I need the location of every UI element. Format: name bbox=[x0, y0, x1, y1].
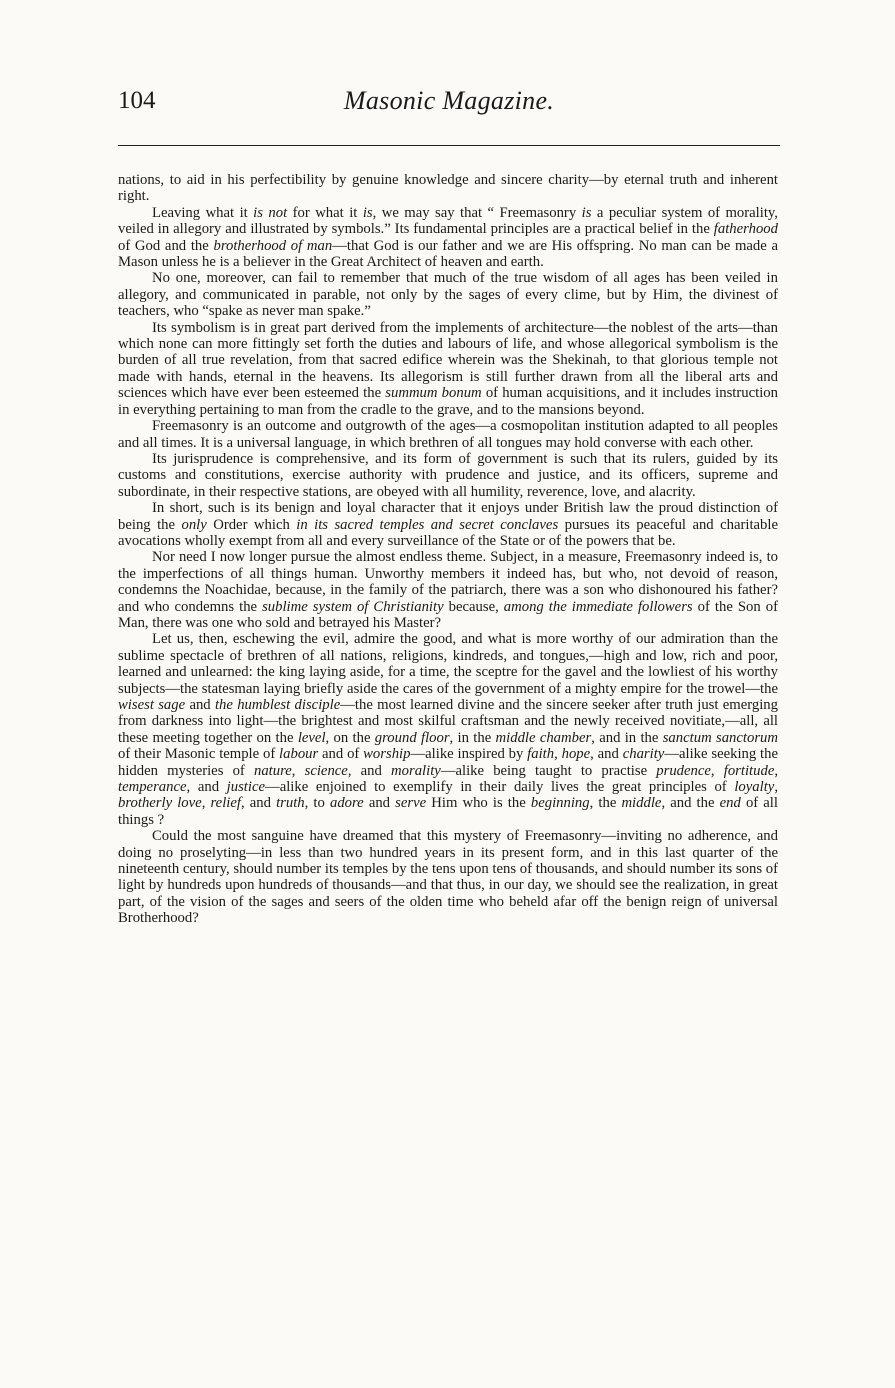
text-run: , in the bbox=[449, 729, 496, 746]
page-number: 104 bbox=[118, 87, 156, 114]
text-run: , and the bbox=[661, 795, 720, 812]
italic-text: summum bonum bbox=[385, 385, 482, 402]
italic-text: in its sacred temples and secret conclaves bbox=[296, 516, 559, 533]
text-run: , to bbox=[304, 795, 330, 812]
running-header bbox=[118, 86, 780, 122]
italic-text: beginning bbox=[530, 795, 590, 812]
italic-text: wisest sage bbox=[118, 697, 186, 713]
text-run: In short, such is its benign and loyal character that it enjoys under British law the proud distinction of being the bbox=[118, 500, 778, 533]
italic-text: justice bbox=[226, 779, 266, 796]
text-run: Its jurisprudence is comprehensive, and its form of government is such that its rulers, guided by its customs and constitutions, exercise authority with prudence and justice, and its officers, supreme and subordinate, in their respective stations, are obeyed with all humility, reverence, love, and alacrity. bbox=[118, 450, 778, 500]
italic-text: level bbox=[297, 729, 326, 746]
text-run: pursues its peaceful and charitable avocations wholly exempt from all and every surveillance of the State or of the powers that be. bbox=[118, 516, 778, 549]
article-body bbox=[118, 172, 778, 927]
text-run: , and in the bbox=[591, 729, 663, 746]
italic-text: fortitude bbox=[723, 762, 775, 779]
italic-text: sanctum sanctorum bbox=[662, 729, 778, 746]
italic-text: brotherly love bbox=[118, 795, 202, 812]
text-run: of their Masonic temple of bbox=[118, 746, 280, 763]
italic-text: ground floor bbox=[374, 729, 450, 746]
italic-text: hope bbox=[561, 746, 591, 763]
text-run: Order which bbox=[206, 516, 297, 533]
italic-text: end bbox=[719, 795, 741, 812]
text-run: , and bbox=[186, 779, 227, 796]
text-run: Freemasonry is an outcome and outgrowth of the ages—a cosmopolitan institution adapted to all peoples and all times. It is a universal language, in which brethren of all tongues may hold converse with each other. bbox=[118, 418, 778, 451]
running-title: Masonic Magazine. bbox=[343, 86, 555, 115]
text-run: —that God is our father and we are His offspring. No man can be made a Mason unless he is a believer in the Great Architect of heaven and earth. bbox=[118, 237, 778, 271]
text-run: , bbox=[201, 795, 211, 812]
header-rule bbox=[118, 145, 780, 146]
text-run: nations, to aid in his perfectibility by genuine knowledge and sincere charity—by eternal truth and inherent right. bbox=[118, 172, 778, 205]
text-run: of God and the bbox=[118, 237, 214, 254]
italic-text: is bbox=[362, 204, 373, 221]
text-run: of all things ? bbox=[118, 795, 778, 828]
text-run: , bbox=[774, 762, 779, 779]
italic-text: morality bbox=[391, 762, 441, 779]
italic-text: loyalty bbox=[734, 779, 775, 796]
text-run: and bbox=[363, 795, 396, 812]
italic-text: is not bbox=[253, 204, 288, 221]
text-run: , on the bbox=[325, 729, 375, 746]
text-run: , and bbox=[240, 795, 277, 812]
paragraph bbox=[118, 320, 778, 418]
italic-text: sublime system of Christianity bbox=[262, 598, 444, 615]
italic-text: middle chamber bbox=[495, 729, 592, 746]
text-run: Could the most sanguine have dreamed that this mystery of Freemasonry—inviting no adherence, and doing no proselyting—in less than two hundred years in its present form, and in this last quarter of the nineteenth century, should number its temples by the tens upon tens of thousands, and should number its sons of light by hundreds upon hundreds of thousands—and that thus, in our day, we should see the realization, in great part, of the vision of the sages and seers of the olden time who beheld afar off the benign reign of universal Brotherhood? bbox=[118, 828, 778, 927]
paragraph bbox=[118, 500, 778, 549]
text-run: —alike being taught to practise bbox=[440, 762, 657, 779]
text-run: , we may say that “ Freemasonry bbox=[372, 204, 582, 221]
text-run: for what it bbox=[287, 204, 363, 221]
italic-text: is bbox=[581, 204, 592, 221]
text-run: , the bbox=[589, 795, 622, 812]
italic-text: charity bbox=[622, 746, 665, 763]
italic-text: middle bbox=[621, 795, 662, 812]
text-run: —alike seeking the hidden mysteries of bbox=[118, 746, 778, 779]
paragraph bbox=[118, 549, 778, 631]
paragraph bbox=[118, 451, 778, 500]
text-run: because, bbox=[443, 598, 504, 615]
italic-text: fatherhood bbox=[713, 221, 778, 238]
italic-text: relief bbox=[210, 795, 241, 812]
italic-text: adore bbox=[329, 795, 364, 812]
italic-text: temperance bbox=[118, 779, 187, 796]
text-run: Leaving what it bbox=[152, 204, 254, 221]
text-run: —alike enjoined to exemplify in their daily lives the great principles of bbox=[265, 779, 735, 796]
text-run: No one, moreover, can fail to remember that much of the true wisdom of all ages has been veiled in allegory, and communicated in parable, not only by the sages of every clime, but by Him, the divinest of teachers, who “spake as never man spake.” bbox=[118, 270, 778, 320]
italic-text: labour bbox=[279, 746, 319, 763]
text-run: , bbox=[554, 746, 562, 763]
text-run: , and bbox=[347, 762, 392, 779]
text-run: Its symbolism is in great part derived from the implements of architecture—the noblest of the arts—than which none can more fittingly set forth the duties and labours of life, and whose allegorical symbolism is the burden of all true revelation, from that sacred edifice wherein was the Shekinah, to that glorious temple not made with hands, eternal in the heavens. Its allegorism is still further drawn from all the liberal arts and sciences which have ever been esteemed the bbox=[118, 319, 778, 402]
text-run: , bbox=[710, 762, 724, 779]
italic-text: serve bbox=[395, 795, 427, 812]
italic-text: truth bbox=[276, 795, 305, 812]
italic-text: among the immediate followers bbox=[503, 598, 693, 615]
italic-text: brotherhood of man bbox=[213, 237, 333, 254]
text-run: Nor need I now longer pursue the almost endless theme. Subject, in a measure, Freemasonry indeed is, to the imperfections of all things human. Unworthy members it indeed has, but who, not devoid of reason, condemns the Noachidae, because, in the family of the patriarch, there was a son who dishonoured his father? and who condemns the bbox=[118, 549, 778, 615]
text-run: and bbox=[185, 697, 215, 713]
italic-text: nature bbox=[253, 762, 292, 779]
text-run: —alike inspired by bbox=[410, 746, 528, 763]
italic-text: only bbox=[181, 516, 207, 533]
text-run: of human acquisitions, and it includes instruction in everything pertaining to man from the cradle to the grave, and to the mansions beyond. bbox=[118, 385, 778, 418]
italic-text: prudence bbox=[656, 762, 711, 779]
text-run: —the most learned divine and the sincere seeker after truth just emerging from darkness into light—the brightest and most skilful craftsman and the newly received novitiate,—all, all these meeting together on the bbox=[118, 697, 778, 746]
paragraph bbox=[118, 418, 778, 451]
text-run: and of bbox=[318, 746, 364, 763]
paragraph bbox=[118, 828, 778, 926]
text-run: Him who is the bbox=[426, 795, 531, 812]
paragraph bbox=[118, 172, 778, 205]
paragraph bbox=[118, 205, 778, 271]
paragraph bbox=[118, 270, 778, 319]
text-run: , bbox=[774, 779, 778, 796]
text-run: a peculiar system of morality, veiled in allegory and illustrated by symbols.” Its fundamental principles are a practical belief in the bbox=[118, 204, 778, 238]
italic-text: worship bbox=[363, 746, 411, 763]
text-run: Let us, then, eschewing the evil, admire the good, and what is more worthy of our admiration than the sublime spectacle of brethren of all nations, religions, kindreds, and tongues,—high and low, rich and poor, learned and unlearned: the king laying aside, for a time, the sceptre for the gavel and the lowliest of his worthy subjects—the statesman laying briefly aside the cares of the government of a mighty empire for the trowel—the bbox=[118, 631, 778, 697]
italic-text: the humblest disciple bbox=[214, 697, 341, 713]
paragraph bbox=[118, 631, 778, 828]
italic-text: faith bbox=[527, 746, 555, 763]
text-run: of the Son of Man, there was one who sold and betrayed his Master? bbox=[118, 598, 778, 631]
text-run: , bbox=[291, 762, 305, 779]
text-run: , and bbox=[590, 746, 623, 763]
italic-text: science bbox=[304, 762, 348, 779]
